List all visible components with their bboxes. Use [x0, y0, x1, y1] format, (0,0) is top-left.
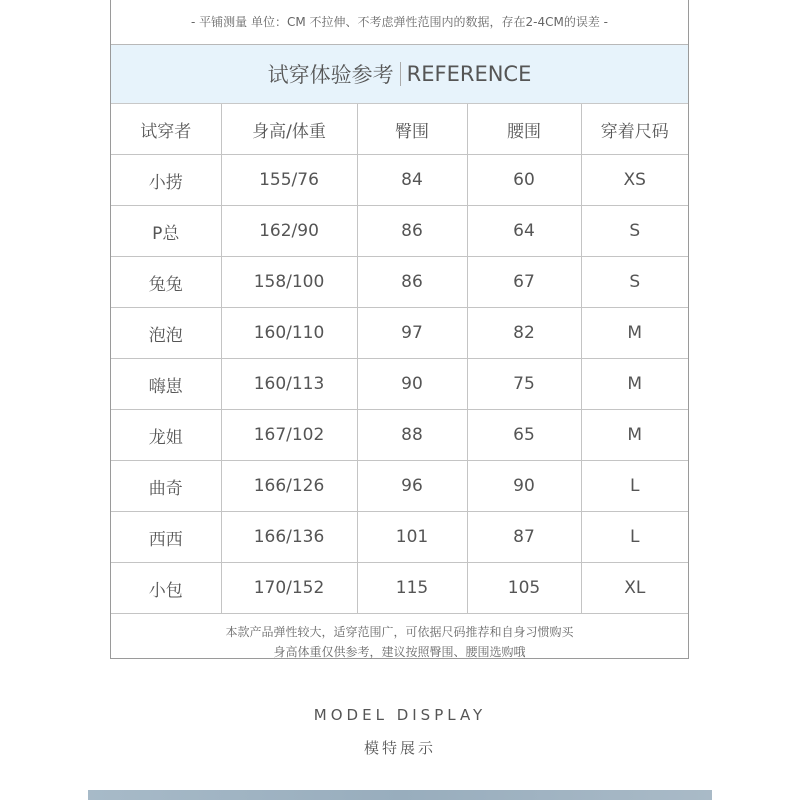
model-photo-top-edge [88, 790, 712, 800]
table-row [111, 308, 688, 359]
table-cell: 166/136 [221, 512, 357, 563]
table-cell: 身高/体重 [221, 104, 357, 155]
measurement-notice: - 平铺测量 单位：CM 不拉伸、不考虑弹性范围内的数据，存在2-4CM的误差 - [111, 0, 688, 45]
table-cell: 西西 [111, 512, 221, 563]
table-cell: 96 [357, 461, 467, 512]
table-cell: 64 [467, 206, 581, 257]
table-cell: 90 [467, 461, 581, 512]
table-cell: M [581, 359, 688, 410]
table-cell: 龙姐 [111, 410, 221, 461]
banner-title-cn: 试穿体验参考 [267, 63, 394, 87]
footnote [111, 614, 688, 669]
footnote-line: 本款产品弹性较大，适穿范围广，可依据尺码推荐和自身习惯购买 [225, 624, 574, 639]
table-cell: M [581, 308, 688, 359]
table-cell: 泡泡 [111, 308, 221, 359]
table-row [111, 410, 688, 461]
table-row [111, 461, 688, 512]
table-cell: S [581, 257, 688, 308]
table-cell: P总 [111, 206, 221, 257]
table-cell: 嗨崽 [111, 359, 221, 410]
table-header-row [111, 104, 688, 155]
model-display-subheading: 模特展示 [363, 739, 436, 757]
model-display-heading: MODEL DISPLAY [313, 706, 487, 724]
table-cell: 腰围 [467, 104, 581, 155]
table-cell: XL [581, 563, 688, 614]
table-cell: 170/152 [221, 563, 357, 614]
banner-title-en: REFERENCE [406, 62, 532, 86]
banner-divider [400, 62, 401, 86]
table-cell: 兔兔 [111, 257, 221, 308]
table-row [111, 512, 688, 563]
table-cell: 65 [467, 410, 581, 461]
size-reference-panel [110, 0, 689, 659]
table-cell: 162/90 [221, 206, 357, 257]
table-cell: 160/113 [221, 359, 357, 410]
table-cell: 穿着尺码 [581, 104, 688, 155]
table-cell: 158/100 [221, 257, 357, 308]
table-cell: 75 [467, 359, 581, 410]
table-row [111, 155, 688, 206]
table-row [111, 359, 688, 410]
table-cell: 小捞 [111, 155, 221, 206]
table-cell: 84 [357, 155, 467, 206]
table-cell: S [581, 206, 688, 257]
table-cell: 60 [467, 155, 581, 206]
table-cell: 87 [467, 512, 581, 563]
table-cell: 97 [357, 308, 467, 359]
table-cell: 曲奇 [111, 461, 221, 512]
reference-banner [111, 45, 688, 104]
table-cell: 67 [467, 257, 581, 308]
table-cell: 86 [357, 206, 467, 257]
table-cell: 小包 [111, 563, 221, 614]
table-row [111, 257, 688, 308]
table-cell: M [581, 410, 688, 461]
table-cell: 82 [467, 308, 581, 359]
table-cell: 167/102 [221, 410, 357, 461]
table-cell: 86 [357, 257, 467, 308]
table-cell: 105 [467, 563, 581, 614]
table-cell: L [581, 512, 688, 563]
table-cell: 试穿者 [111, 104, 221, 155]
table-row [111, 206, 688, 257]
footnote-line: 身高体重仅供参考，建议按照臀围、腰围选购哦 [273, 644, 526, 659]
table-cell: 101 [357, 512, 467, 563]
table-cell: 90 [357, 359, 467, 410]
table-cell: 115 [357, 563, 467, 614]
table-row [111, 563, 688, 614]
table-cell: 155/76 [221, 155, 357, 206]
table-cell: L [581, 461, 688, 512]
reference-table [111, 104, 688, 614]
table-cell: XS [581, 155, 688, 206]
table-cell: 臀围 [357, 104, 467, 155]
table-cell: 166/126 [221, 461, 357, 512]
table-cell: 88 [357, 410, 467, 461]
table-cell: 160/110 [221, 308, 357, 359]
